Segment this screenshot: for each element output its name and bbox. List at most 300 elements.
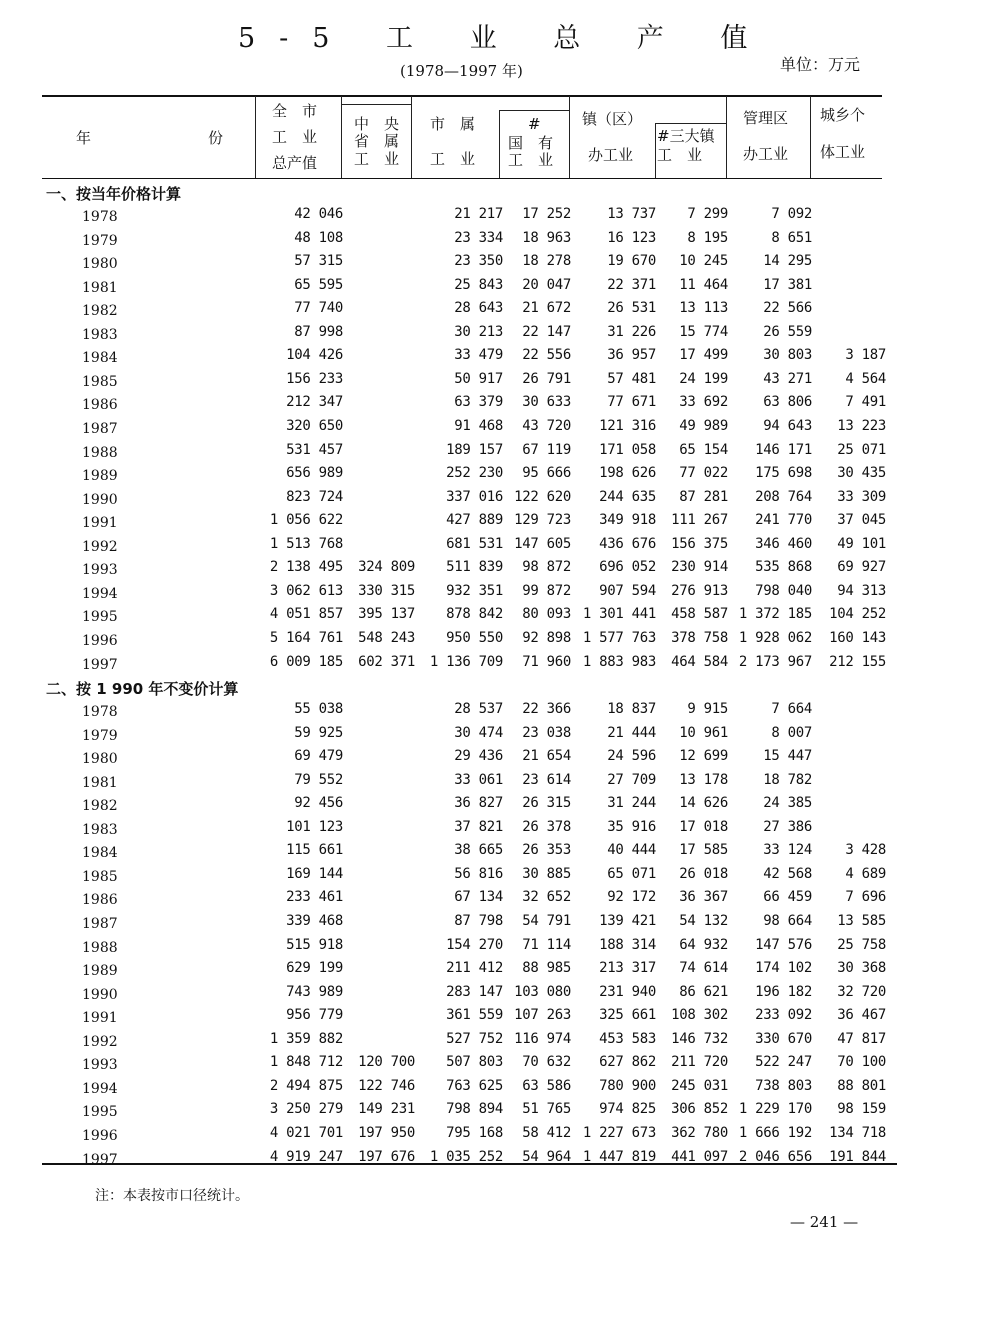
cell-three: 211 720 [671, 1054, 728, 1071]
cell-year: 1991 [82, 515, 118, 532]
cell-three: 156 375 [671, 535, 728, 552]
cell-total: 320 650 [286, 418, 343, 434]
cell-state: 92 898 [522, 629, 571, 646]
cell-town: 27 709 [607, 771, 656, 788]
cell-mgmt: 43 271 [763, 370, 812, 387]
header-private-2: 体工业 [820, 143, 866, 161]
cell-private: 88 801 [837, 1077, 886, 1094]
cell-three: 378 758 [671, 629, 728, 646]
cell-town: 1 227 673 [582, 1124, 656, 1141]
cell-year: 1989 [82, 963, 118, 979]
header-year: 年 [76, 129, 92, 147]
cell-city: 28 643 [454, 300, 503, 317]
cell-city: 507 803 [446, 1054, 503, 1071]
table-row [0, 206, 1000, 226]
header-state-3: 工 业 [508, 151, 554, 169]
cell-year: 1990 [82, 986, 118, 1003]
cell-city: 932 351 [446, 582, 503, 599]
table-row [0, 1101, 1000, 1121]
cell-mgmt: 22 566 [763, 300, 812, 317]
table-row [0, 1031, 1000, 1051]
cell-three: 74 614 [679, 960, 728, 976]
table-note: 注：本表按市口径统计。 [95, 1188, 249, 1204]
cell-town: 231 940 [599, 983, 656, 1000]
cell-state: 26 791 [522, 370, 571, 387]
cell-year: 1981 [82, 279, 118, 296]
cell-three: 86 621 [679, 983, 728, 1000]
header-fen: 份 [208, 129, 224, 147]
header-town-1: 镇（区） [582, 110, 643, 128]
page-subtitle: (1978—1997 年) [400, 62, 523, 80]
cell-state: 23 038 [522, 724, 571, 741]
table-row [0, 889, 1000, 909]
cell-three: 108 302 [671, 1007, 728, 1024]
cell-mgmt: 15 447 [763, 748, 812, 765]
cell-town: 1 447 819 [582, 1148, 656, 1165]
cell-total: 656 989 [286, 465, 343, 482]
table-row [0, 536, 1000, 556]
cell-state: 20 047 [522, 276, 571, 293]
cell-total: 77 740 [294, 300, 343, 317]
header-private-1: 城乡个 [820, 106, 866, 124]
cell-year: 1985 [82, 373, 118, 390]
cell-state: 63 586 [522, 1077, 571, 1094]
cell-year: 1995 [82, 609, 118, 626]
table-row [0, 984, 1000, 1004]
cell-total: 743 989 [286, 983, 343, 1000]
cell-three: 12 699 [679, 748, 728, 765]
cell-town: 18 837 [607, 701, 656, 717]
cell-town: 24 596 [607, 748, 656, 765]
page-title: 5-5 工 业 总 产 值 [238, 23, 772, 54]
cell-total: 6 009 185 [269, 653, 343, 670]
header-central-1: 中 央 [354, 115, 400, 133]
cell-city: 30 213 [454, 323, 503, 340]
table-top-rule [42, 95, 882, 97]
cell-total: 233 461 [286, 889, 343, 906]
cell-total: 2 494 875 [269, 1077, 343, 1094]
table-row [0, 324, 1000, 344]
cell-year: 1992 [82, 1033, 118, 1050]
cell-year: 1992 [82, 538, 118, 555]
table-row [0, 772, 1000, 792]
cell-private: 160 143 [829, 629, 886, 646]
cell-city: 29 436 [454, 748, 503, 765]
table-row [0, 842, 1000, 862]
cell-mgmt: 346 460 [755, 535, 812, 552]
cell-three: 17 499 [679, 347, 728, 364]
cell-total: 339 468 [286, 913, 343, 929]
cell-mgmt: 33 124 [763, 842, 812, 859]
cell-year: 1987 [82, 421, 118, 437]
cell-total: 59 925 [294, 724, 343, 741]
cell-year: 1997 [82, 1151, 118, 1168]
cell-year: 1984 [82, 845, 118, 862]
cell-mgmt: 233 092 [755, 1007, 812, 1024]
cell-city: 30 474 [454, 724, 503, 741]
cell-total: 4 021 701 [269, 1124, 343, 1141]
cell-central: 602 371 [358, 653, 415, 670]
cell-total: 115 661 [286, 842, 343, 859]
cell-city: 211 412 [446, 960, 503, 976]
cell-state: 43 720 [522, 418, 571, 434]
cell-city: 189 157 [446, 441, 503, 458]
cell-total: 92 456 [294, 795, 343, 812]
cell-three: 10 245 [679, 253, 728, 270]
cell-total: 1 513 768 [269, 535, 343, 552]
cell-total: 55 038 [294, 701, 343, 717]
cell-town: 453 583 [599, 1030, 656, 1047]
table-row [0, 418, 1000, 438]
cell-state: 17 252 [522, 206, 571, 222]
cell-total: 4 919 247 [269, 1148, 343, 1165]
cell-mgmt: 8 651 [771, 229, 812, 246]
cell-total: 169 144 [286, 865, 343, 882]
table-row [0, 559, 1000, 579]
cell-city: 33 479 [454, 347, 503, 364]
table-row [0, 512, 1000, 532]
cell-year: 1982 [82, 303, 118, 320]
cell-year: 1978 [82, 209, 118, 225]
cell-town: 907 594 [599, 582, 656, 599]
header-state-2: 国 有 [508, 134, 554, 152]
cell-three: 54 132 [679, 913, 728, 929]
cell-mgmt: 18 782 [763, 771, 812, 788]
header-total-3: 总产值 [272, 154, 318, 172]
col-divider [411, 96, 412, 178]
cell-town: 696 052 [599, 559, 656, 576]
cell-city: 37 821 [454, 818, 503, 835]
cell-state: 116 974 [514, 1030, 571, 1047]
cell-private: 70 100 [837, 1054, 886, 1071]
cell-total: 956 779 [286, 1007, 343, 1024]
header-central-2: 省 属 [354, 132, 400, 150]
cell-mgmt: 330 670 [755, 1030, 812, 1047]
cell-state: 71 960 [522, 653, 571, 670]
cell-total: 79 552 [294, 771, 343, 788]
cell-mgmt: 24 385 [763, 795, 812, 812]
cell-private: 212 155 [829, 653, 886, 670]
table-row [0, 701, 1000, 721]
table-row [0, 277, 1000, 297]
header-three-2: 工 业 [657, 146, 703, 164]
cell-town: 40 444 [607, 842, 656, 859]
cell-three: 33 692 [679, 394, 728, 411]
cell-central: 548 243 [358, 629, 415, 646]
cell-city: 23 350 [454, 253, 503, 270]
table-row [0, 1125, 1000, 1145]
cell-mgmt: 147 576 [755, 936, 812, 953]
table-row [0, 748, 1000, 768]
header-city-2: 工 业 [430, 150, 476, 168]
cell-state: 107 263 [514, 1007, 571, 1024]
cell-three: 11 464 [679, 276, 728, 293]
table-row [0, 394, 1000, 414]
cell-year: 1988 [82, 939, 118, 956]
table-row [0, 583, 1000, 603]
cell-state: 32 652 [522, 889, 571, 906]
cell-year: 1980 [82, 751, 118, 768]
cell-year: 1990 [82, 491, 118, 508]
cell-state: 23 614 [522, 771, 571, 788]
cell-state: 88 985 [522, 960, 571, 976]
cell-three: 230 914 [671, 559, 728, 576]
cell-total: 69 479 [294, 748, 343, 765]
cell-three: 15 774 [679, 323, 728, 340]
cell-year: 1981 [82, 774, 118, 791]
cell-state: 18 278 [522, 253, 571, 270]
cell-town: 35 916 [607, 818, 656, 835]
cell-mgmt: 1 928 062 [738, 629, 812, 646]
header-subrule [655, 123, 726, 124]
cell-central: 197 676 [358, 1148, 415, 1165]
cell-three: 36 367 [679, 889, 728, 906]
cell-city: 21 217 [454, 206, 503, 222]
cell-private: 104 252 [829, 606, 886, 623]
col-divider [341, 96, 342, 178]
cell-state: 54 791 [522, 913, 571, 929]
cell-state: 22 366 [522, 701, 571, 717]
cell-year: 1993 [82, 1057, 118, 1074]
cell-mgmt: 27 386 [763, 818, 812, 835]
cell-total: 87 998 [294, 323, 343, 340]
cell-city: 38 665 [454, 842, 503, 859]
cell-city: 427 889 [446, 512, 503, 529]
col-divider [810, 96, 811, 178]
cell-total: 212 347 [286, 394, 343, 411]
cell-town: 1 577 763 [582, 629, 656, 646]
cell-central: 395 137 [358, 606, 415, 623]
cell-town: 139 421 [599, 913, 656, 929]
cell-state: 80 093 [522, 606, 571, 623]
cell-year: 1983 [82, 821, 118, 838]
table-row [0, 442, 1000, 462]
table-row [0, 866, 1000, 886]
cell-three: 146 732 [671, 1030, 728, 1047]
cell-city: 154 270 [446, 936, 503, 953]
cell-city: 25 843 [454, 276, 503, 293]
cell-year: 1988 [82, 444, 118, 461]
cell-town: 325 661 [599, 1007, 656, 1024]
cell-town: 171 058 [599, 441, 656, 458]
table-row [0, 1054, 1000, 1074]
cell-private: 3 428 [845, 842, 886, 859]
table-row [0, 253, 1000, 273]
cell-total: 531 457 [286, 441, 343, 458]
cell-town: 26 531 [607, 300, 656, 317]
cell-three: 8 195 [687, 229, 728, 246]
cell-town: 77 671 [607, 394, 656, 411]
cell-state: 30 633 [522, 394, 571, 411]
cell-state: 99 872 [522, 582, 571, 599]
cell-city: 63 379 [454, 394, 503, 411]
cell-mgmt: 174 102 [755, 960, 812, 976]
table-row [0, 230, 1000, 250]
cell-mgmt: 17 381 [763, 276, 812, 293]
cell-town: 974 825 [599, 1101, 656, 1118]
table-row [0, 606, 1000, 626]
cell-total: 104 426 [286, 347, 343, 364]
cell-three: 14 626 [679, 795, 728, 812]
cell-private: 4 564 [845, 370, 886, 387]
cell-town: 198 626 [599, 465, 656, 482]
cell-mgmt: 1 666 192 [738, 1124, 812, 1141]
cell-state: 51 765 [522, 1101, 571, 1118]
cell-private: 36 467 [837, 1007, 886, 1024]
cell-private: 69 927 [837, 559, 886, 576]
header-total-2: 工 业 [272, 128, 318, 146]
cell-central: 330 315 [358, 582, 415, 599]
cell-town: 349 918 [599, 512, 656, 529]
cell-three: 458 587 [671, 606, 728, 623]
cell-three: 9 915 [687, 701, 728, 717]
cell-year: 1987 [82, 916, 118, 932]
col-divider [569, 96, 570, 178]
cell-total: 57 315 [294, 253, 343, 270]
cell-mgmt: 26 559 [763, 323, 812, 340]
cell-state: 26 378 [522, 818, 571, 835]
cell-total: 156 233 [286, 370, 343, 387]
cell-central: 149 231 [358, 1101, 415, 1118]
cell-year: 1997 [82, 656, 118, 673]
cell-city: 283 147 [446, 983, 503, 1000]
cell-private: 49 101 [837, 535, 886, 552]
cell-three: 276 913 [671, 582, 728, 599]
cell-city: 798 894 [446, 1101, 503, 1118]
cell-town: 213 317 [599, 960, 656, 976]
cell-city: 1 035 252 [429, 1148, 503, 1165]
cell-mgmt: 94 643 [763, 418, 812, 434]
cell-year: 1986 [82, 397, 118, 414]
cell-total: 1 056 622 [269, 512, 343, 529]
cell-year: 1986 [82, 892, 118, 909]
cell-town: 31 226 [607, 323, 656, 340]
cell-three: 111 267 [671, 512, 728, 529]
cell-city: 511 839 [446, 559, 503, 576]
cell-private: 37 045 [837, 512, 886, 529]
cell-state: 103 080 [514, 983, 571, 1000]
cell-mgmt: 8 007 [771, 724, 812, 741]
cell-state: 21 654 [522, 748, 571, 765]
header-subrule [341, 104, 411, 105]
cell-total: 629 199 [286, 960, 343, 976]
col-divider [255, 96, 256, 178]
cell-city: 763 625 [446, 1077, 503, 1094]
cell-town: 1 301 441 [582, 606, 656, 623]
cell-year: 1979 [82, 232, 118, 249]
cell-city: 36 827 [454, 795, 503, 812]
section-label: 二、按 1 990 年不变价计算 [46, 680, 239, 698]
cell-year: 1985 [82, 868, 118, 885]
header-subrule [499, 110, 569, 111]
cell-mgmt: 7 092 [771, 206, 812, 222]
header-mgmt-1: 管理区 [743, 109, 789, 127]
table-row [0, 371, 1000, 391]
col-divider [655, 123, 656, 178]
cell-year: 1979 [82, 727, 118, 744]
table-row [0, 630, 1000, 650]
table-row [0, 819, 1000, 839]
cell-private: 47 817 [837, 1030, 886, 1047]
cell-three: 64 932 [679, 936, 728, 953]
cell-city: 337 016 [446, 488, 503, 505]
cell-year: 1983 [82, 326, 118, 343]
cell-city: 950 550 [446, 629, 503, 646]
cell-city: 50 917 [454, 370, 503, 387]
cell-state: 18 963 [522, 229, 571, 246]
cell-state: 71 114 [522, 936, 571, 953]
cell-total: 48 108 [294, 229, 343, 246]
cell-total: 515 918 [286, 936, 343, 953]
cell-mgmt: 522 247 [755, 1054, 812, 1071]
cell-state: 122 620 [514, 488, 571, 505]
cell-city: 28 537 [454, 701, 503, 717]
table-row [0, 1007, 1000, 1027]
cell-mgmt: 98 664 [763, 913, 812, 929]
cell-city: 33 061 [454, 771, 503, 788]
cell-state: 22 556 [522, 347, 571, 364]
cell-state: 147 605 [514, 535, 571, 552]
cell-year: 1978 [82, 704, 118, 720]
cell-private: 134 718 [829, 1124, 886, 1141]
cell-state: 129 723 [514, 512, 571, 529]
cell-city: 91 468 [454, 418, 503, 434]
cell-three: 77 022 [679, 465, 728, 482]
cell-mgmt: 2 173 967 [738, 653, 812, 670]
cell-private: 25 758 [837, 936, 886, 953]
cell-town: 31 244 [607, 795, 656, 812]
cell-year: 1994 [82, 1080, 118, 1097]
cell-three: 49 989 [679, 418, 728, 434]
table-row [0, 300, 1000, 320]
cell-private: 32 720 [837, 983, 886, 1000]
cell-private: 7 696 [845, 889, 886, 906]
cell-town: 19 670 [607, 253, 656, 270]
cell-year: 1994 [82, 585, 118, 602]
cell-town: 13 737 [607, 206, 656, 222]
cell-three: 26 018 [679, 865, 728, 882]
cell-central: 120 700 [358, 1054, 415, 1071]
cell-total: 1 359 882 [269, 1030, 343, 1047]
cell-total: 1 848 712 [269, 1054, 343, 1071]
cell-three: 13 113 [679, 300, 728, 317]
cell-state: 22 147 [522, 323, 571, 340]
cell-city: 361 559 [446, 1007, 503, 1024]
cell-three: 464 584 [671, 653, 728, 670]
table-header-rule [42, 178, 882, 179]
cell-three: 10 961 [679, 724, 728, 741]
cell-mgmt: 241 770 [755, 512, 812, 529]
cell-town: 121 316 [599, 418, 656, 434]
cell-private: 30 368 [837, 960, 886, 976]
cell-mgmt: 14 295 [763, 253, 812, 270]
header-central-3: 工 业 [354, 150, 400, 168]
cell-town: 780 900 [599, 1077, 656, 1094]
cell-year: 1989 [82, 468, 118, 485]
cell-town: 1 883 983 [582, 653, 656, 670]
table-row [0, 795, 1000, 815]
cell-mgmt: 535 868 [755, 559, 812, 576]
cell-three: 13 178 [679, 771, 728, 788]
cell-town: 16 123 [607, 229, 656, 246]
cell-state: 98 872 [522, 559, 571, 576]
cell-private: 33 309 [837, 488, 886, 505]
cell-year: 1995 [82, 1104, 118, 1121]
cell-mgmt: 30 803 [763, 347, 812, 364]
header-town-2: 办工业 [588, 146, 634, 164]
cell-private: 191 844 [829, 1148, 886, 1165]
cell-total: 4 051 857 [269, 606, 343, 623]
